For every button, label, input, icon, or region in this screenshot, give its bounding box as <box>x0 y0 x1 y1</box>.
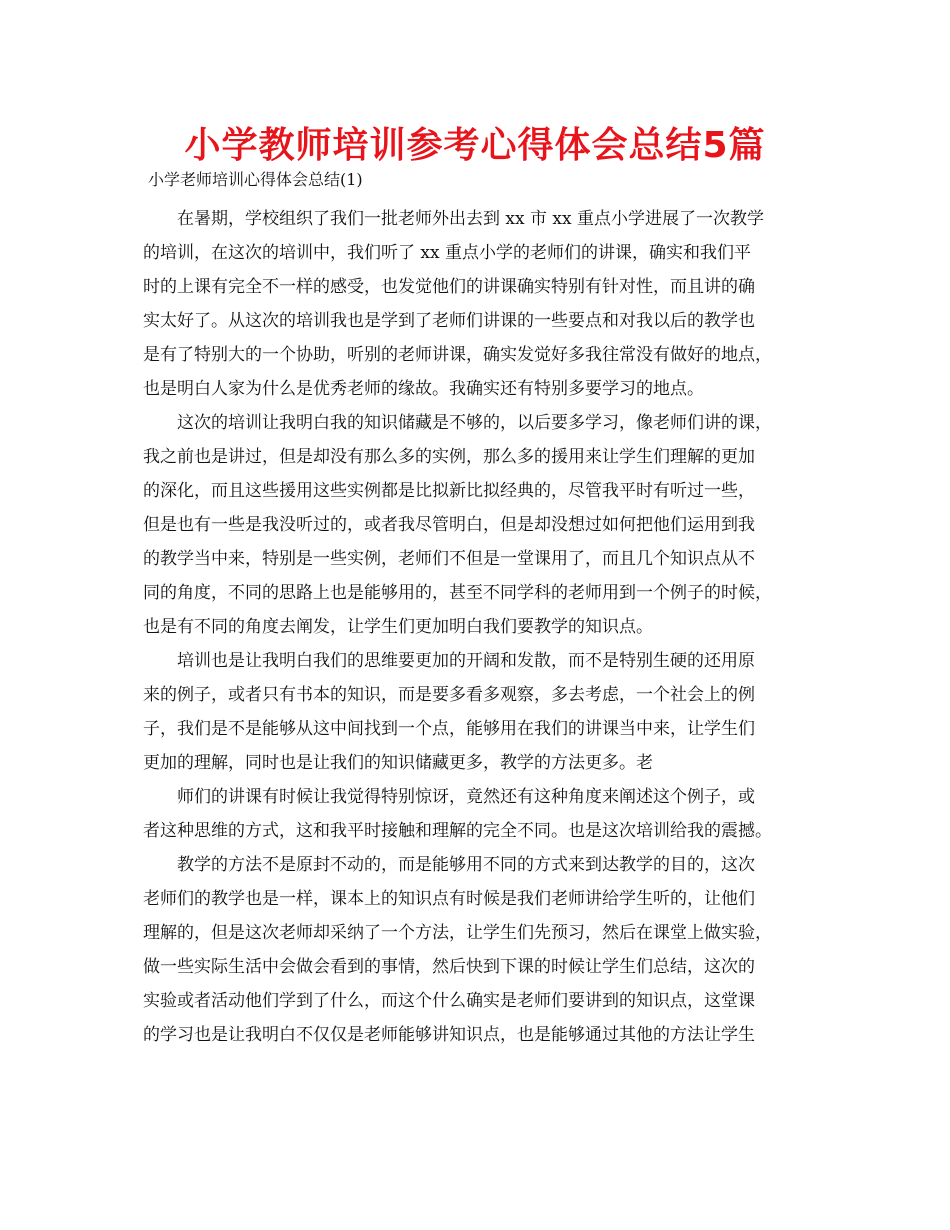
paragraph-line: 的教学当中来，特别是一些实例，老师们不但是一堂课用了，而且几个知识点从不 <box>143 549 755 569</box>
paragraph-line: 更加的理解，同时也是让我们的知识储藏更多，教学的方法更多。老 <box>143 753 653 773</box>
paragraph-line: 培训也是让我明白我们的思维要更加的开阔和发散，而不是特别生硬的还用原 <box>177 651 755 671</box>
paragraph-line: 做一些实际生活中会做会看到的事情，然后快到下课的时候让学生们总结，这次的 <box>143 957 755 977</box>
paragraph <box>143 780 813 848</box>
paragraph-line: 同的角度，不同的思路上也是能够用的，甚至不同学科的老师用到一个例子的时候， <box>143 583 772 603</box>
document-subtitle: 小学老师培训心得体会总结(1) <box>148 170 363 189</box>
paragraph-line: 我之前也是讲过，但是却没有那么多的实例，那么多的援用来让学生们理解的更加 <box>143 447 755 467</box>
paragraph-line: 实验或者活动他们学到了什么，而这个什么确实是老师们要讲到的知识点，这堂课 <box>143 991 755 1011</box>
paragraph-line: 也是有不同的角度去阐发，让学生们更加明白我们要教学的知识点。 <box>143 617 653 637</box>
paragraph-line: 教学的方法不是原封不动的，而是能够用不同的方式来到达教学的目的，这次 <box>177 855 755 875</box>
paragraph <box>143 644 813 780</box>
paragraph-line: 的学习也是让我明白不仅仅是老师能够讲知识点，也是能够通过其他的方法让学生 <box>143 1025 755 1045</box>
paragraph-line: 时的上课有完全不一样的感受，也发觉他们的讲课确实特别有针对性，而且讲的确 <box>143 277 755 297</box>
paragraph-line: 来的例子，或者只有书本的知识，而是要多看多观察，多去考虑，一个社会上的例 <box>143 685 755 705</box>
paragraph <box>143 848 813 1052</box>
paragraph-line: 实太好了。从这次的培训我也是学到了老师们讲课的一些要点和对我以后的教学也 <box>143 311 755 331</box>
paragraph-line: 的培训，在这次的培训中，我们听了 xx 重点小学的老师们的讲课，确实和我们平 <box>143 243 751 263</box>
paragraph-line: 是有了特别大的一个协助，听别的老师讲课，确实发觉好多我往常没有做好的地点， <box>143 345 772 365</box>
document-body <box>143 202 813 1052</box>
paragraph-line: 者这种思维的方式，这和我平时接触和理解的完全不同。也是这次培训给我的震撼。 <box>143 821 772 841</box>
paragraph-line: 在暑期，学校组织了我们一批老师外出去到 xx 市 xx 重点小学进展了一次教学 <box>177 209 764 229</box>
paragraph-line: 这次的培训让我明白我的知识储藏是不够的，以后要多学习，像老师们讲的课， <box>177 413 772 433</box>
document-title: 小学教师培训参考心得体会总结5篇 <box>184 125 766 166</box>
paragraph-line: 子，我们是不是能够从这中间找到一个点，能够用在我们的讲课当中来，让学生们 <box>143 719 755 739</box>
paragraph-line: 也是明白人家为什么是优秀老师的缘故。我确实还有特别多要学习的地点。 <box>143 379 704 399</box>
paragraph-line: 师们的讲课有时候让我觉得特别惊讶，竟然还有这种角度来阐述这个例子，或 <box>177 787 755 807</box>
paragraph-line: 但是也有一些是我没听过的，或者我尽管明白，但是却没想过如何把他们运用到我 <box>143 515 755 535</box>
paragraph-line: 的深化，而且这些援用这些实例都是比拟新比拟经典的，尽管我平时有听过一些， <box>143 481 755 501</box>
paragraph <box>143 202 813 406</box>
paragraph <box>143 406 813 644</box>
paragraph-line: 老师们的教学也是一样，课本上的知识点有时候是我们老师讲给学生听的，让他们 <box>143 889 755 909</box>
paragraph-line: 理解的，但是这次老师却采纳了一个方法，让学生们先预习，然后在课堂上做实验， <box>143 923 772 943</box>
